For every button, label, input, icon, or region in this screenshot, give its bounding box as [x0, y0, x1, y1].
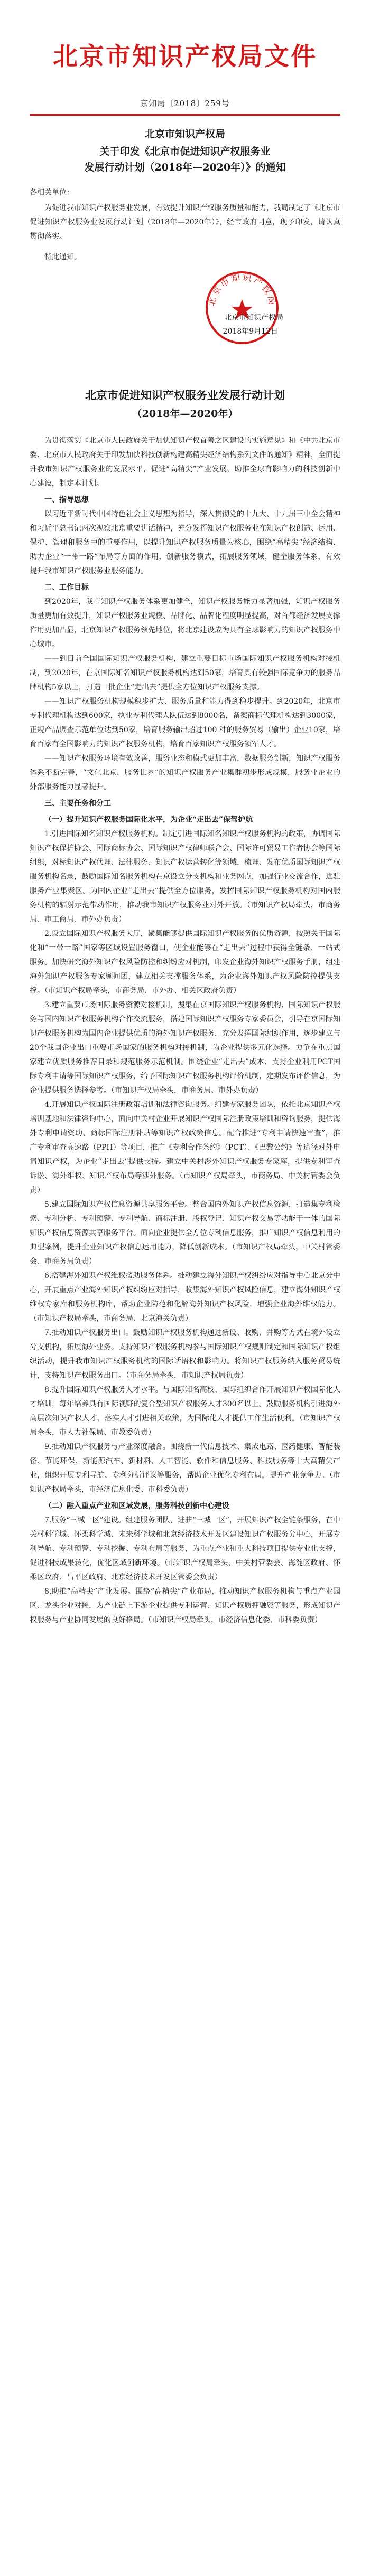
signature-block — [30, 268, 340, 373]
section-heading: 二、工作目标 — [44, 583, 89, 592]
plan-body — [30, 434, 340, 1627]
section-paragraph: ——知识产权服务环境有效改善，服务业态和模式更加丰富，数据服务创新，知识产权服务体系不断完善，“文化北京，服务世界”的知识产权服务产业集群初步形成规模，服务业企业的外部服务能力显著提升。 — [30, 754, 340, 791]
plan-intro: 为贯彻落实《北京市人民政府关于加快知识产权首善之区建设的实施意见》和《中共北京市委、北京市人民政府关于印发加快科技创新构建高精尖经济结构系列文件的通知》精神，全面提升我市知识产权服务业的发展水平，促进“高精尖”产业发展，助推全球有影响力的科技创新中心建设，制定本计划。 — [30, 437, 340, 488]
notice-title-line-1: 关于印发《北京市促进知识产权服务业 — [99, 146, 271, 157]
notice-closing: 特此通知。 — [44, 253, 81, 261]
section-heading: 三、主要任务和分工 — [44, 799, 111, 808]
section-paragraph: 1.引进国际知名知识产权服务机构。制定引进国际知名知识产权服务机构的政策，协调国际知识产权保护协会、国际商标协会、国际知识产权律师联合会、国际许可贸易工作者协会等国际组织，对标知识产权代理、法律服务、知识产权运营转化等领域，梳理、发布优质国际知识产权服务机构名录，鼓励国际知名服务机构在京设立分支机构和业务网点，加强行业交流合作，进驻服务产业集聚区。为国内企业“走出去”提供全方位服务，发挥国际知识产权服务机构对国内服务机构的辐射示范带动作用，推动我市知识产权服务业对外开放。（市知识产权局牵头，市商务局、市工商局、市外办负责） — [30, 830, 340, 924]
section-paragraph: 8.提升国际知识产权服务人才水平。与国际知名高校、国际组织合作开展知识产权国际化人才培训，每年培养具有国际视野的复合型知识产权服务人才300名以上。鼓励服务机构引进海外高层次知识产权人才，落实人才引进相关政策，为国际化人才提供工作生活便利。（市知识产权局牵头，市人力社保局、市教委负责） — [30, 1386, 340, 1437]
red-divider — [30, 114, 340, 116]
plan-subtitle: （2018年—2020年） — [132, 408, 238, 420]
section-paragraph: 2.设立国际知识产权服务大厅，聚集能够提供国际知识产权服务的优质资源，按照关于国际化和“一带一路”国家等区域设置服务窗口，使企业能够在“走出去”过程中获得全链条、一站式服务。加快研究海外知识产权风险防控和纠纷应对机制，印发企业海外知识产权服务手册，组建海外知识产权服务专家顾问团，建立相关支撑服务体系，为企业海外知识产权风险防控提供支撑。（市知识产权局牵头，市商务局、市外办、相关区政府负责） — [30, 930, 340, 995]
section-paragraph: 3.建立重要市场国际服务资源对接机制，搜集在京国际知识产权服务机构、国际知识产权服务与国内知识产权服务机构合作交流服务，搭建国际知识产权服务专家委员会，引导在京国际知识产权服务机构为国内企业提供优质的海外知识产权服务，充分发挥国际组织作用，逐步建立与20个我国企业出口重要市场国家的服务机构对接机制，为企业提供多元化选择。力争在重点国家建立优质服务推荐目录和规范服务示范机制。围绕企业“走出去”成本、支持企业利用PCT国际专利申请等国际知识产权服务，给予国际知识产权服务机构评价机制，定期发布评价信息，为企业提供服务选择参考。（市知识产权局牵头，市商务局、市外办负责） — [30, 1001, 340, 1095]
subsection-heading: （一）提升知识产权服务国际化水平，为企业“走出去”保驾护航 — [44, 816, 253, 824]
section-paragraph: ——知识产权服务机构规模稳步扩大、服务质量和能力得到稳步提升。到2020年，北京市专利代理机构达到600家，执业专利代理人队伍达到8000名，备案商标代理机构达到3000家，正规产品调查示范单位达到50家，培育服务输出超过100 种的服务贸易（输出）企业10家，培育百家有全国影响力的知识产权服务机构，培育百家知识产权服务领军人才。 — [30, 697, 340, 749]
section-paragraph: 9.推动知识产权服务与产业深度融合。围绕新一代信息技术、集成电路、医药健康、智能装备、节能环保、新能源汽车、新材料、人工智能、软件和信息服务、科技服务等十大高精尖产业，组织开展专利导航、专利分析评议等服务，帮助企业优化专利布局，提升产业竞争力。（市知识产权局牵头，市经济信息化委、市科委负责） — [30, 1443, 340, 1494]
subsection-heading: （二）融入重点产业和区域发展，服务科技创新中心建设 — [44, 1502, 229, 1510]
section-paragraph: 6.搭建海外知识产权维权援助服务体系。推动建立海外知识产权纠纷应对指导中心北京分中心，开展重点产业海外知识产权纠纷应对指导，收集海外知识产权风险信息，建立海外知识产权维权专家库和服务机构库，帮助企业防范和化解海外知识产权风险，增强企业海外维权能力。（市知识产权局牵头，市商务局、北京海关负责） — [30, 1272, 340, 1323]
section-heading: 一、指导思想 — [44, 496, 89, 504]
salutation: 各相关单位： — [30, 188, 74, 197]
notice-issuer: 北京市知识产权局 — [144, 128, 225, 140]
signature-name: 北京市知识产权局 — [224, 314, 283, 322]
section-paragraph: 7.推动知识产权服务出口。鼓励知识产权服务机构通过新设、收购、并购等方式在境外设立分支机构，拓展海外业务。支持知识产权服务机构参与国际知识产权规则制定和国际知识产权组织活动，提升我市知识产权服务机构的国际话语权和影响力。将知识产权服务纳入服务贸易统计，支持知识产权服务出口。（市商务局牵头，市知识产权局负责） — [30, 1329, 340, 1380]
notice-title — [30, 144, 340, 175]
section-paragraph: 4.开展知识产权国际注册政策培训和法律咨询服务。组建专家服务团队，依托北京知识产权培训基地和法律咨询中心，面向中关村企业开展知识产权国际注册政策培训和咨询服务，提供海外专利申请资助、商标国际注册补贴等知识产权政策信息。配合推进“专利申请快速审查”，推广专利审查高速路（PPH）等项目，推广《专利合作条约》（PCT）、《巴黎公约》等途径对外申请知识产权，为企业“走出去”提供支持。建立中关村涉外知识产权服务专家库，提供专利审查诉讼、海外维权、知识产权布局等涉外服务。（市知识产权局牵头，市商务局、中关村管委会负责） — [30, 1101, 340, 1195]
section-paragraph: 5.建立国际知识产权信息资源共享服务平台。整合国内外知识产权信息资源，打造集专利检索、专利分析、专利预警、专利导航、商标注册、版权登记、知识产权交易等功能于一体的国际知识产权信息资源共享服务平台。面向企业提供全方位专利信息服务，推广知识产权信息利用的典型案例，提升企业知识产权信息运用能力，降低创新成本。（市知识产权局牵头，中关村管委会、市商务局负责） — [30, 1200, 340, 1266]
header-title: 北京市知识产权局文件 — [53, 42, 317, 71]
signature-date: 2018年9月12日 — [223, 327, 278, 336]
section-paragraph: ——到目前全国国际知识产权服务机构，建立重要目标市场国际知识产权服务机构对接机制，到2020年，在京国际知名知识产权服务机构达到50家，培育具有较强国际竞争力的服务品牌机构5家以上，打造一批企业“走出去”提供全方位知识产权服务支撑。 — [30, 655, 340, 692]
section-paragraph: 到2020年，我市知识产权服务体系更加健全，知识产权服务能力显著加强，知识产权服务质量更加有效提升，知识产权服务业规模、品牌化、品牌化程度明显提高，对首都经济发展支撑作用更加凸显，北京知识产权服务领先地位，将北京建设成为具有全球影响力的知识产权服务中心城市。 — [30, 598, 340, 649]
svg-text:北京市知识产权局: 北京市知识产权局 — [206, 272, 278, 308]
section-paragraph: 7.服务“三城一区”建设。组建服务团队，进驻“三城一区”，开展知识产权全链条服务，在中关村科学城、怀柔科学城、未来科学城和北京经济技术开发区建设知识产权服务分中心，开展专利导航、专利预警、专利挖掘、专利布局等服务，为重点产业和重大科技项目提供专业化支撑，促进科技成果转化，优化区域创新环境。（市知识产权局牵头，中关村管委会、海淀区政府、怀柔区政府、昌平区政府、北京经济技术开发区管委会负责） — [30, 1516, 340, 1581]
doc-number: 京知局〔2018〕259号 — [140, 99, 230, 108]
notice-title-line-2: 发展行动计划（2018年—2020年）》的通知 — [84, 162, 286, 173]
section-paragraph: 以习近平新时代中国特色社会主义思想为指导，深入贯彻党的十九大、十九届三中全会精神和习近平总书记两次视察北京重要讲话精神，充分发挥知识产权服务业在知识产权创造、运用、保护、管理和服务中的重要作用，以提升知识产权服务质量为核心，围绕“高精尖”经济结构、助力企业“一带一路”布局等方面的作用，创新服务模式，拓展服务领域，健全服务体系，有效提升我市知识产权服务业服务能力。 — [30, 510, 340, 575]
plan-title: 北京市促进知识产权服务业发展行动计划 — [85, 389, 285, 402]
section-paragraph: 8.助推“高精尖”产业发展。围绕“高精尖”产业布局，推动知识产权服务机构与重点产业园区、龙头企业对接，为产业链上下游企业提供专利运营、知识产权质押融资等服务，形成知识产权服务与产业协同发展的良好格局。（市知识产权局牵头，市经济信息化委、市科委负责） — [30, 1587, 340, 1624]
notice-body: 为促进我市知识产权服务业发展，有效提升知识产权服务质量和能力，我局制定了《北京市促进知识产权服务业发展行动计划（2018年—2020年）》，经市政府同意，现予印发，请认真贯彻落实。 — [30, 204, 340, 241]
